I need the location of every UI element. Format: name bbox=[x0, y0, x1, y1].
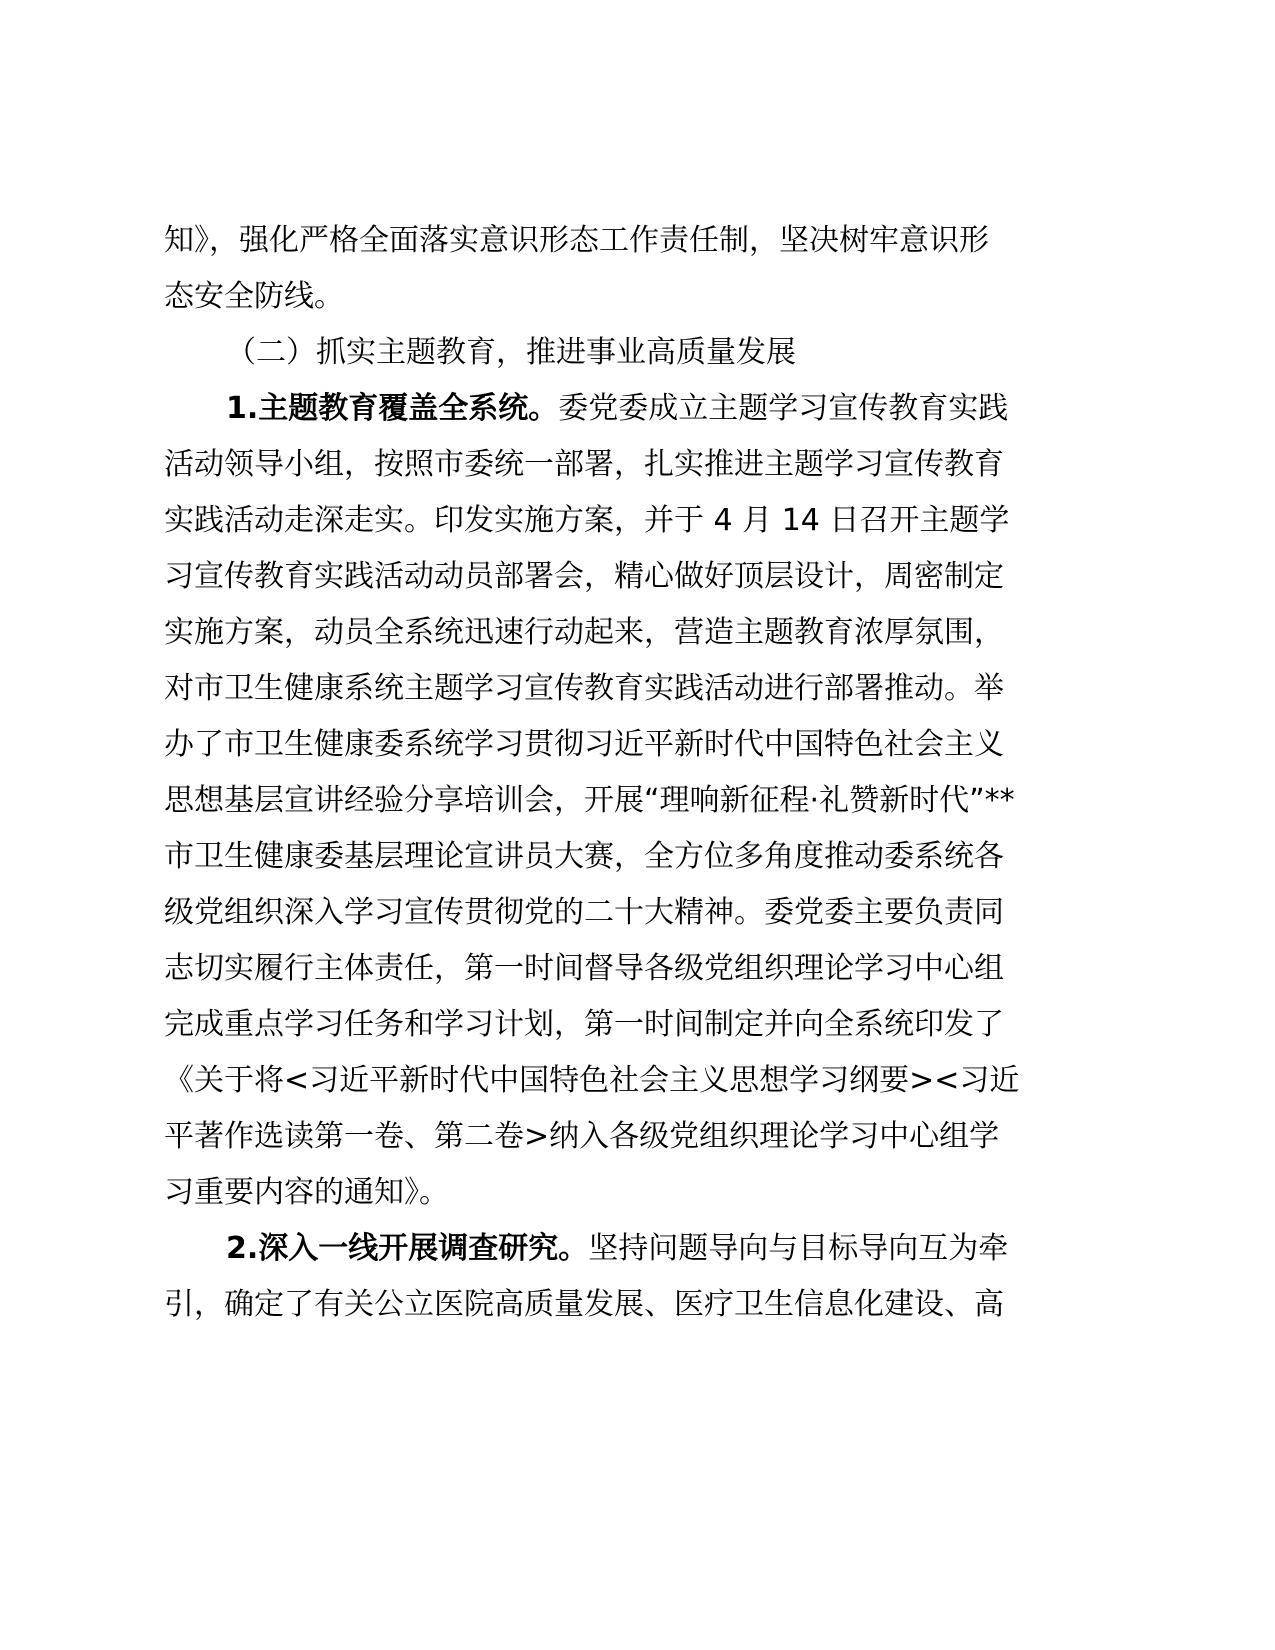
body-text-line: 志切实履行主体责任，第一时间督导各级党组织理论学习中心组 bbox=[164, 951, 1004, 986]
body-text-line: 实践活动走深走实。印发实施方案，并于 4 月 14 日召开主题学 bbox=[164, 503, 1010, 538]
item-1-first-line bbox=[226, 380, 1008, 438]
body-text-line: 平著作选读第一卷、第二卷>纳入各级党组织理论学习中心组学 bbox=[164, 1119, 1000, 1154]
body-text-line: 思想基层宣讲经验分享培训会，开展“理响新征程·礼赞新时代”** bbox=[164, 783, 1015, 818]
body-text-line: 完成重点学习任务和学习计划，第一时间制定并向全系统印发了 bbox=[164, 1007, 1004, 1042]
item-2-heading: 2.深入一线开展调查研究。 bbox=[226, 1231, 589, 1266]
body-text-line: 知》，强化严格全面落实意识形态工作责任制，坚决树牢意识形 bbox=[164, 223, 989, 258]
body-text-line: 习重要内容的通知》。 bbox=[164, 1175, 449, 1210]
body-text-line: 市卫生健康委基层理论宣讲员大赛，全方位多角度推动委系统各 bbox=[164, 839, 1004, 874]
item-1-text: 委党委成立主题学习宣传教育实践 bbox=[558, 391, 1009, 426]
section-heading: （二）抓实主题教育，推进事业高质量发展 bbox=[226, 335, 796, 370]
body-text-line: 习宣传教育实践活动动员部署会，精心做好顶层设计，周密制定 bbox=[164, 559, 1004, 594]
body-text-line: 办了市卫生健康委系统学习贯彻习近平新时代中国特色社会主义 bbox=[164, 727, 1004, 762]
body-text-line: 对市卫生健康系统主题学习宣传教育实践活动进行部署推动。举 bbox=[164, 671, 1004, 706]
item-1-heading: 1.主题教育覆盖全系统。 bbox=[226, 391, 559, 426]
item-2-first-line bbox=[226, 1220, 1008, 1278]
body-text-line: 《关于将<习近平新时代中国特色社会主义思想学习纲要><习近 bbox=[164, 1063, 1020, 1098]
body-text-line: 态安全防线。 bbox=[164, 279, 344, 314]
body-text-line: 级党组织深入学习宣传贯彻党的二十大精神。委党委主要负责同 bbox=[164, 895, 1004, 930]
body-text-line: 引，确定了有关公立医院高质量发展、医疗卫生信息化建设、高 bbox=[164, 1287, 1004, 1322]
item-2-text: 坚持问题导向与目标导向互为牵 bbox=[588, 1231, 1009, 1266]
body-text-line: 活动领导小组，按照市委统一部署，扎实推进主题学习宣传教育 bbox=[164, 447, 1004, 482]
body-text-line: 实施方案，动员全系统迅速行动起来，营造主题教育浓厚氛围， bbox=[164, 615, 1004, 650]
